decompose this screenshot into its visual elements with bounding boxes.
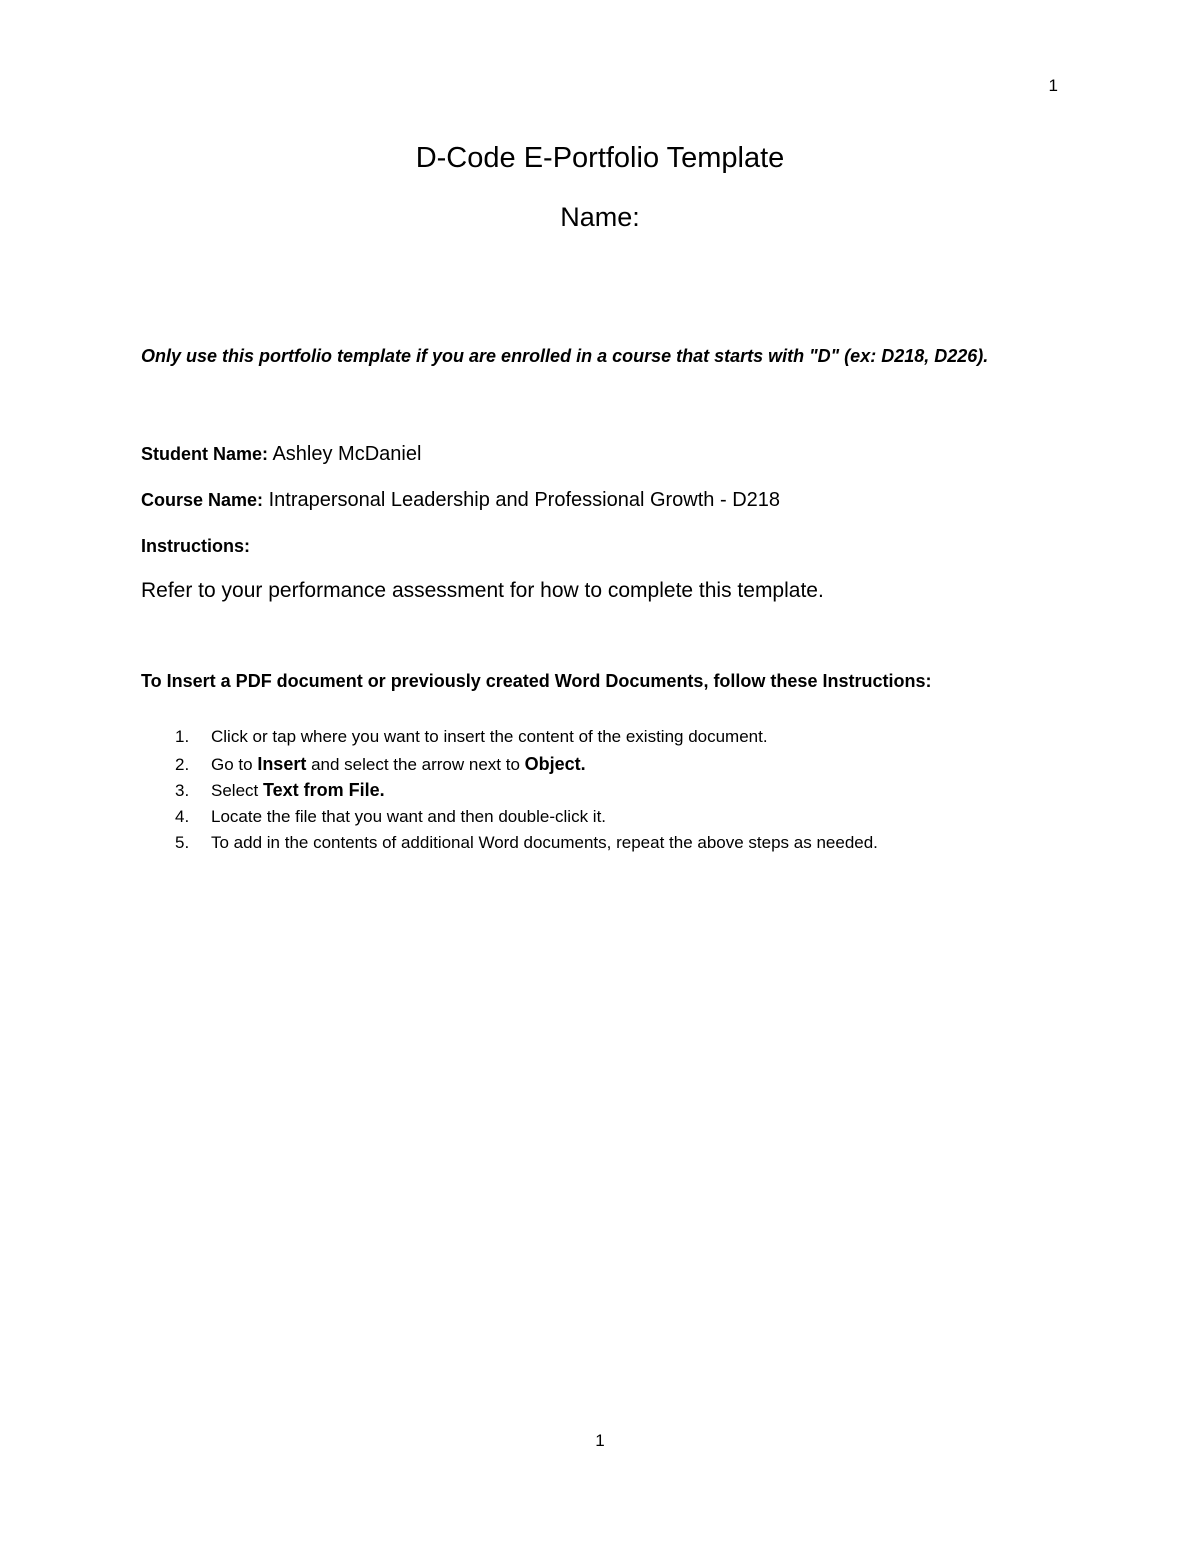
name-label: Name: — [560, 202, 640, 232]
step-bold-text: Insert — [257, 753, 307, 774]
enrollment-notice: Only use this portfolio template if you are enrolled in a course that starts with "D" (ex: D218, D226). — [141, 346, 989, 366]
course-name-line — [141, 489, 780, 512]
header-page-number: 1 — [1048, 76, 1058, 95]
step-number: 3. — [175, 781, 190, 800]
step-number: 2. — [175, 754, 190, 774]
step-bold-text: . — [580, 753, 586, 774]
student-name-value: Ashley McDaniel — [268, 443, 422, 465]
list-item — [141, 751, 878, 778]
footer-page-number: 1 — [595, 1431, 605, 1450]
step-bold-text: Object — [524, 753, 581, 774]
insert-instructions-heading: To Insert a PDF document or previously created Word Documents, follow these Instructions: — [141, 671, 932, 691]
step-text: Locate the file that you want and then double-click it. — [211, 806, 607, 826]
course-name-label: Course Name: — [141, 490, 264, 510]
step-number: 4. — [175, 806, 190, 826]
list-item — [141, 777, 878, 804]
student-name-label: Student Name: — [141, 444, 269, 464]
instructions-text: Refer to your performance assessment for how to complete this template. — [141, 579, 824, 602]
insert-steps-list — [141, 724, 878, 857]
step-text: Click or tap where you want to insert the content of the existing document. — [211, 727, 768, 746]
list-item — [141, 804, 878, 831]
course-name-value: Intrapersonal Leadership and Professional Growth - D218 — [263, 489, 781, 511]
step-number: 5. — [175, 833, 190, 852]
step-bold-text: . — [379, 780, 385, 800]
list-item — [141, 830, 878, 857]
step-text: Select — [211, 781, 263, 800]
step-text: To add in the contents of additional Word documents, repeat the above steps as needed. — [211, 833, 878, 852]
instructions-heading: Instructions: — [141, 536, 251, 556]
document-title: D-Code E-Portfolio Template — [415, 142, 785, 174]
step-text: Go to — [211, 754, 258, 774]
step-number: 1. — [175, 727, 190, 746]
step-bold-text: Text from File — [262, 780, 380, 800]
list-item — [141, 724, 878, 751]
step-text: and select the arrow next to — [306, 754, 525, 774]
student-name-line — [141, 443, 421, 466]
